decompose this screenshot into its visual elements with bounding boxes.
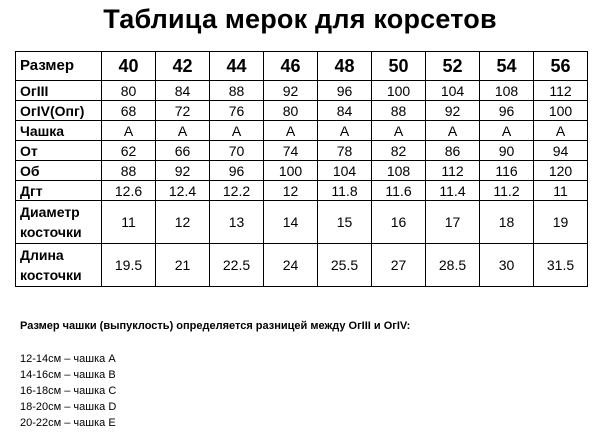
table-cell: A bbox=[264, 121, 318, 141]
table-cell: 68 bbox=[102, 101, 156, 121]
row-label-cell: OгIV(Oпг) bbox=[16, 101, 102, 121]
table-cell: A bbox=[372, 121, 426, 141]
table-row bbox=[16, 161, 588, 181]
table-cell: 116 bbox=[480, 161, 534, 181]
table-cell: 78 bbox=[318, 141, 372, 161]
table-cell: 22.5 bbox=[210, 244, 264, 287]
size-header-cell: 46 bbox=[264, 52, 318, 81]
row-label-cell: OгIII bbox=[16, 81, 102, 101]
row-label-cell: Дгт bbox=[16, 181, 102, 201]
size-header-cell: 50 bbox=[372, 52, 426, 81]
cup-size-item: 14-16см – чашка B bbox=[20, 369, 116, 381]
table-cell: 27 bbox=[372, 244, 426, 287]
size-header-cell: 48 bbox=[318, 52, 372, 81]
table-cell: 19.5 bbox=[102, 244, 156, 287]
table-cell: 92 bbox=[264, 81, 318, 101]
table-cell: A bbox=[156, 121, 210, 141]
table-cell: 100 bbox=[372, 81, 426, 101]
table-cell: 80 bbox=[102, 81, 156, 101]
table-cell: 76 bbox=[210, 101, 264, 121]
table-cell: 112 bbox=[534, 81, 588, 101]
table-row bbox=[16, 244, 588, 287]
size-header-cell: 42 bbox=[156, 52, 210, 81]
table-cell: 11.8 bbox=[318, 181, 372, 201]
table-cell: A bbox=[102, 121, 156, 141]
table-cell: 88 bbox=[210, 81, 264, 101]
page-title: Таблица мерок для корсетов bbox=[103, 4, 497, 34]
table-cell: 88 bbox=[102, 161, 156, 181]
table-cell: 18 bbox=[480, 201, 534, 244]
table-cell: 96 bbox=[480, 101, 534, 121]
table-cell: 12.2 bbox=[210, 181, 264, 201]
table-header-row bbox=[16, 52, 588, 81]
table-cell: 72 bbox=[156, 101, 210, 121]
table-cell: 28.5 bbox=[426, 244, 480, 287]
table-cell: 17 bbox=[426, 201, 480, 244]
table-cell: 82 bbox=[372, 141, 426, 161]
table-cell: 120 bbox=[534, 161, 588, 181]
cup-size-item: 12-14см – чашка A bbox=[20, 353, 116, 365]
table-cell: 84 bbox=[156, 81, 210, 101]
table-row bbox=[16, 101, 588, 121]
table-cell: 104 bbox=[426, 81, 480, 101]
table-cell: 25.5 bbox=[318, 244, 372, 287]
table-cell: 15 bbox=[318, 201, 372, 244]
table-cell: 92 bbox=[426, 101, 480, 121]
table-cell: 80 bbox=[264, 101, 318, 121]
cup-size-list bbox=[20, 351, 116, 431]
table-cell: A bbox=[318, 121, 372, 141]
table-cell: 13 bbox=[210, 201, 264, 244]
table-cell: 70 bbox=[210, 141, 264, 161]
row-label-cell: Диаметр косточки bbox=[16, 201, 102, 244]
table-row bbox=[16, 181, 588, 201]
table-cell: 94 bbox=[534, 141, 588, 161]
table-cell: 19 bbox=[534, 201, 588, 244]
table-cell: 100 bbox=[534, 101, 588, 121]
header-label-cell: Размер bbox=[16, 52, 102, 81]
table-cell: 11.2 bbox=[480, 181, 534, 201]
size-table bbox=[15, 51, 588, 287]
row-label-cell: Об bbox=[16, 161, 102, 181]
table-cell: 31.5 bbox=[534, 244, 588, 287]
cup-size-item: 16-18см – чашка C bbox=[20, 385, 117, 397]
table-cell: 88 bbox=[372, 101, 426, 121]
table-cell: 112 bbox=[426, 161, 480, 181]
table-cell: 108 bbox=[480, 81, 534, 101]
table-cell: 30 bbox=[480, 244, 534, 287]
table-cell: 14 bbox=[264, 201, 318, 244]
table-cell: 16 bbox=[372, 201, 426, 244]
table-cell: 24 bbox=[264, 244, 318, 287]
table-row bbox=[16, 121, 588, 141]
row-label-cell: Длина косточки bbox=[16, 244, 102, 287]
table-cell: 62 bbox=[102, 141, 156, 161]
table-cell: 11 bbox=[102, 201, 156, 244]
table-cell: A bbox=[480, 121, 534, 141]
table-cell: A bbox=[426, 121, 480, 141]
table-cell: 92 bbox=[156, 161, 210, 181]
size-header-cell: 54 bbox=[480, 52, 534, 81]
table-cell: 11.4 bbox=[426, 181, 480, 201]
table-cell: A bbox=[210, 121, 264, 141]
table-cell: 12.4 bbox=[156, 181, 210, 201]
table-cell: 12 bbox=[156, 201, 210, 244]
table-cell: 21 bbox=[156, 244, 210, 287]
table-row bbox=[16, 81, 588, 101]
size-header-cell: 52 bbox=[426, 52, 480, 81]
table-cell: 84 bbox=[318, 101, 372, 121]
table-cell: 86 bbox=[426, 141, 480, 161]
table-cell: 11.6 bbox=[372, 181, 426, 201]
table-cell: 12.6 bbox=[102, 181, 156, 201]
table-cell: 11 bbox=[534, 181, 588, 201]
cup-size-note: Размер чашки (выпуклость) определяется разницей между OгIII и OгIV: bbox=[20, 320, 411, 332]
table-row bbox=[16, 141, 588, 161]
size-header-cell: 56 bbox=[534, 52, 588, 81]
table-cell: 90 bbox=[480, 141, 534, 161]
table-cell: 100 bbox=[264, 161, 318, 181]
cup-size-item: 20-22см – чашка E bbox=[20, 417, 116, 429]
table-cell: 66 bbox=[156, 141, 210, 161]
table-cell: 108 bbox=[372, 161, 426, 181]
row-label-cell: От bbox=[16, 141, 102, 161]
table-cell: 104 bbox=[318, 161, 372, 181]
table-cell: A bbox=[534, 121, 588, 141]
table-cell: 96 bbox=[210, 161, 264, 181]
table-row bbox=[16, 201, 588, 244]
size-header-cell: 40 bbox=[102, 52, 156, 81]
table-cell: 96 bbox=[318, 81, 372, 101]
table-cell: 12 bbox=[264, 181, 318, 201]
table-cell: 74 bbox=[264, 141, 318, 161]
row-label-cell: Чашка bbox=[16, 121, 102, 141]
cup-size-item: 18-20см – чашка D bbox=[20, 401, 117, 413]
size-header-cell: 44 bbox=[210, 52, 264, 81]
